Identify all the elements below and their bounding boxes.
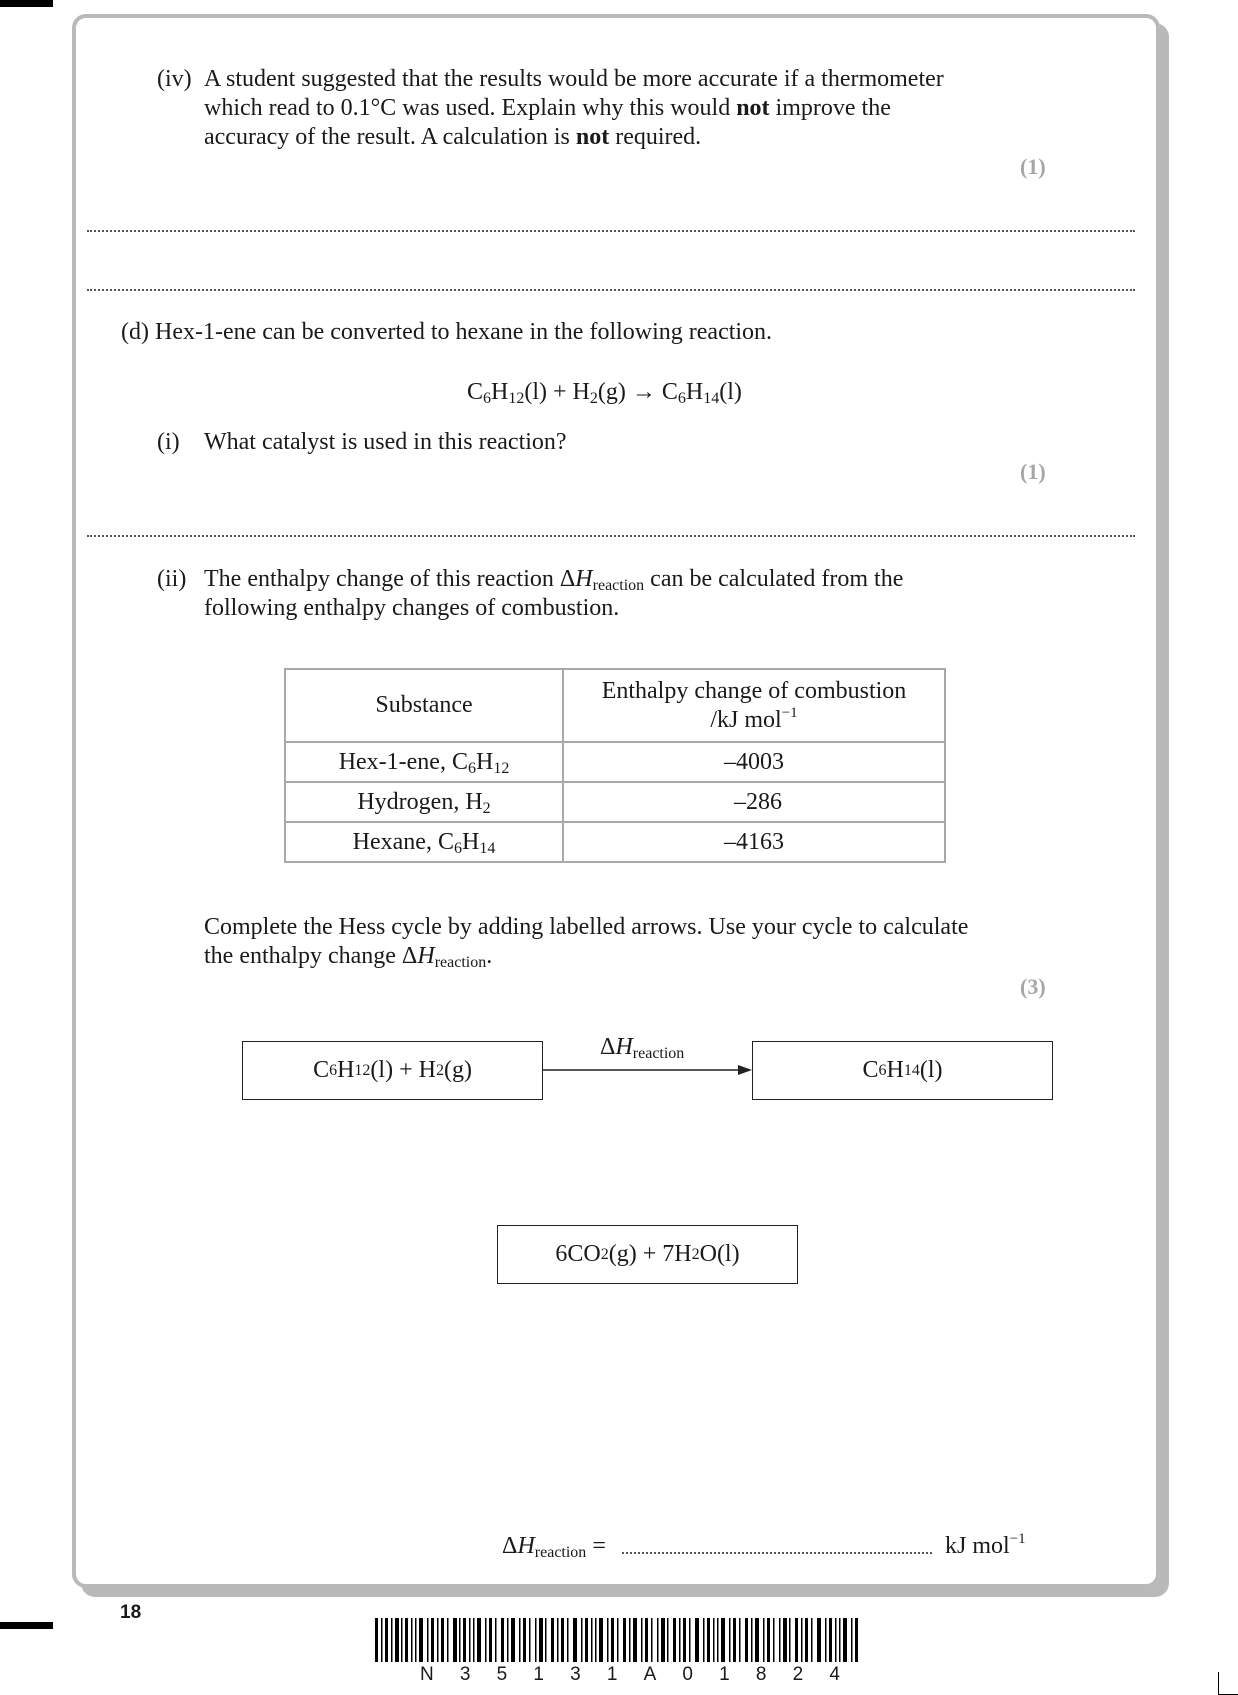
barcode-char: 3 (570, 1664, 581, 1685)
reaction-arrow (543, 1062, 753, 1078)
q-d-intro: (d) Hex-1-ene can be converted to hexane in the following reaction. (121, 319, 773, 345)
enthalpy-cell: –286 (563, 782, 945, 822)
header-substance: Substance (285, 669, 563, 742)
table-row (285, 782, 945, 822)
q-i-text: What catalyst is used in this reaction? (204, 429, 567, 455)
reactants-box: C 6 H 12 (l) + H 2 (g) (242, 1041, 543, 1100)
barcode-char: 1 (606, 1664, 618, 1685)
substance-cell: Hex-1-ene, $C_6H_{12}$ (285, 742, 563, 782)
substance-cell: Hydrogen, $H_2$ (285, 782, 563, 822)
barcode-char: N (420, 1664, 434, 1685)
barcode-number (420, 1664, 840, 1686)
q-iv-line3: accuracy of the result. A calculation is not required. (204, 124, 702, 150)
table-row (285, 742, 945, 782)
q-iv-line1: A student suggested that the results would be more accurate if a thermometer (204, 66, 944, 92)
q-ii-label: (ii) (157, 566, 187, 592)
answer-label: $\Delta H_{reaction}$ = (502, 1533, 606, 1561)
crop-mark (1218, 1672, 1238, 1695)
substance-cell: Hexane, $C_6H_{14}$ (285, 822, 563, 862)
q-i-label: (i) (157, 429, 180, 455)
barcode-char: 3 (459, 1664, 471, 1685)
table-row (285, 822, 945, 862)
bottom-margin-bar (0, 1622, 53, 1629)
answer-line-3[interactable] (87, 535, 1135, 537)
answer-line-1[interactable] (87, 230, 1135, 232)
barcode-char: 8 (755, 1664, 767, 1685)
barcode-char: 1 (719, 1664, 730, 1685)
arrow-label: $\Delta H_{reaction}$ (600, 1034, 685, 1062)
page-number: 18 (120, 1602, 142, 1623)
barcode-char: A (643, 1664, 657, 1685)
product-box: C 6 H 14 (l) (752, 1041, 1053, 1100)
table-header-row (285, 669, 945, 742)
barcode-char: 2 (792, 1664, 804, 1685)
barcode (375, 1618, 859, 1662)
q-iv-line2: which read to 0.1°C was used. Explain why this would not improve the (204, 95, 891, 121)
barcode-char: 1 (533, 1664, 544, 1685)
answer-unit: kJ mol$^{-1}$ (945, 1531, 1026, 1559)
enthalpy-cell: –4003 (563, 742, 945, 782)
q-i-marks: (1) (1020, 459, 1046, 484)
reaction-equation: $C_6H_{12}(l) + H_2(g) \to C_6H_{14}(l)$ (467, 379, 742, 407)
q-ii-line2: following enthalpy changes of combustion. (204, 595, 620, 621)
combustion-products-box: 6CO 2 (g) + 7H 2 O(l) (497, 1225, 798, 1284)
hess-instruction-1: Complete the Hess cycle by adding labelled arrows. Use your cycle to calculate (204, 914, 969, 940)
barcode-char: 5 (496, 1664, 508, 1685)
hess-marks: (3) (1020, 974, 1046, 999)
hess-instruction-2: the enthalpy change $\Delta H_{reaction}$. (204, 943, 493, 971)
q-ii-line1: The enthalpy change of this reaction $\Delta H_{reaction}$ can be calculated from the (204, 566, 904, 594)
combustion-table (284, 668, 946, 863)
answer-line-2[interactable] (87, 289, 1135, 291)
q-iv-marks: (1) (1020, 154, 1046, 179)
header-enthalpy: Enthalpy change of combustion /kJ mol$^{-1}$ (563, 669, 945, 742)
top-margin-bar (0, 0, 53, 7)
barcode-char: 4 (829, 1664, 840, 1685)
q-iv-label: (iv) (157, 66, 192, 92)
enthalpy-cell: –4163 (563, 822, 945, 862)
barcode-char: 0 (682, 1664, 693, 1685)
answer-field[interactable] (622, 1552, 932, 1554)
